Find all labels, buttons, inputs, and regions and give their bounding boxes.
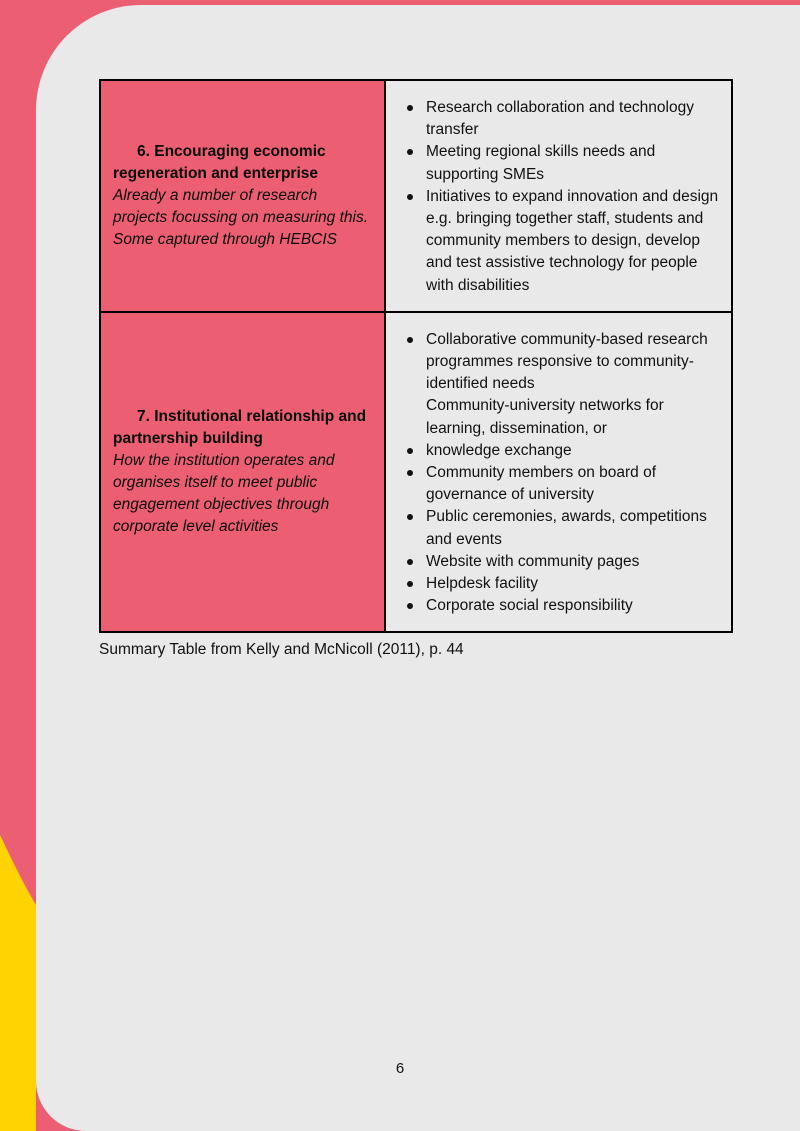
list-item: Community members on board of governance of university: [403, 462, 721, 506]
list-item: Research collaboration and technology transfer: [403, 97, 721, 141]
category-cell: [100, 80, 385, 312]
list-item: Website with community pages: [403, 551, 721, 573]
category-cell: [100, 312, 385, 633]
category-title: 7. Institutional relationship and partnership building: [113, 408, 367, 448]
activities-cell: [385, 80, 732, 312]
summary-table: [99, 79, 733, 633]
list-item: Public ceremonies, awards, competitions and events: [403, 506, 721, 550]
list-item: knowledge exchange: [403, 440, 721, 462]
category-description: How the institution operates and organises itself to meet public engagement objectives through corporate level activities: [113, 452, 335, 536]
list-item: Collaborative community-based research programmes responsive to community-identified needs: [403, 329, 721, 396]
table-row: [100, 312, 732, 633]
page-number: 6: [395, 1060, 405, 1077]
activity-list: [386, 81, 731, 311]
list-item: Helpdesk facility: [403, 573, 721, 595]
table-row: [100, 80, 732, 312]
table-caption: Summary Table from Kelly and McNicoll (2011), p. 44: [99, 641, 464, 658]
list-item: Community-university networks for learning, dissemination, or: [426, 397, 664, 437]
list-item: Corporate social responsibility: [403, 595, 721, 617]
list-item: Initiatives to expand innovation and design e.g. bringing together staff, students and community members to design, develop and test assistive technology for people with disabilities: [403, 186, 721, 297]
activities-cell: [385, 312, 732, 633]
activity-list: [386, 313, 731, 632]
list-item: Meeting regional skills needs and supporting SMEs: [403, 141, 721, 185]
category-title: 6. Encouraging economic regeneration and enterprise: [113, 142, 326, 182]
category-description: Already a number of research projects focussing on measuring this. Some captured through HEBCIS: [113, 186, 369, 248]
